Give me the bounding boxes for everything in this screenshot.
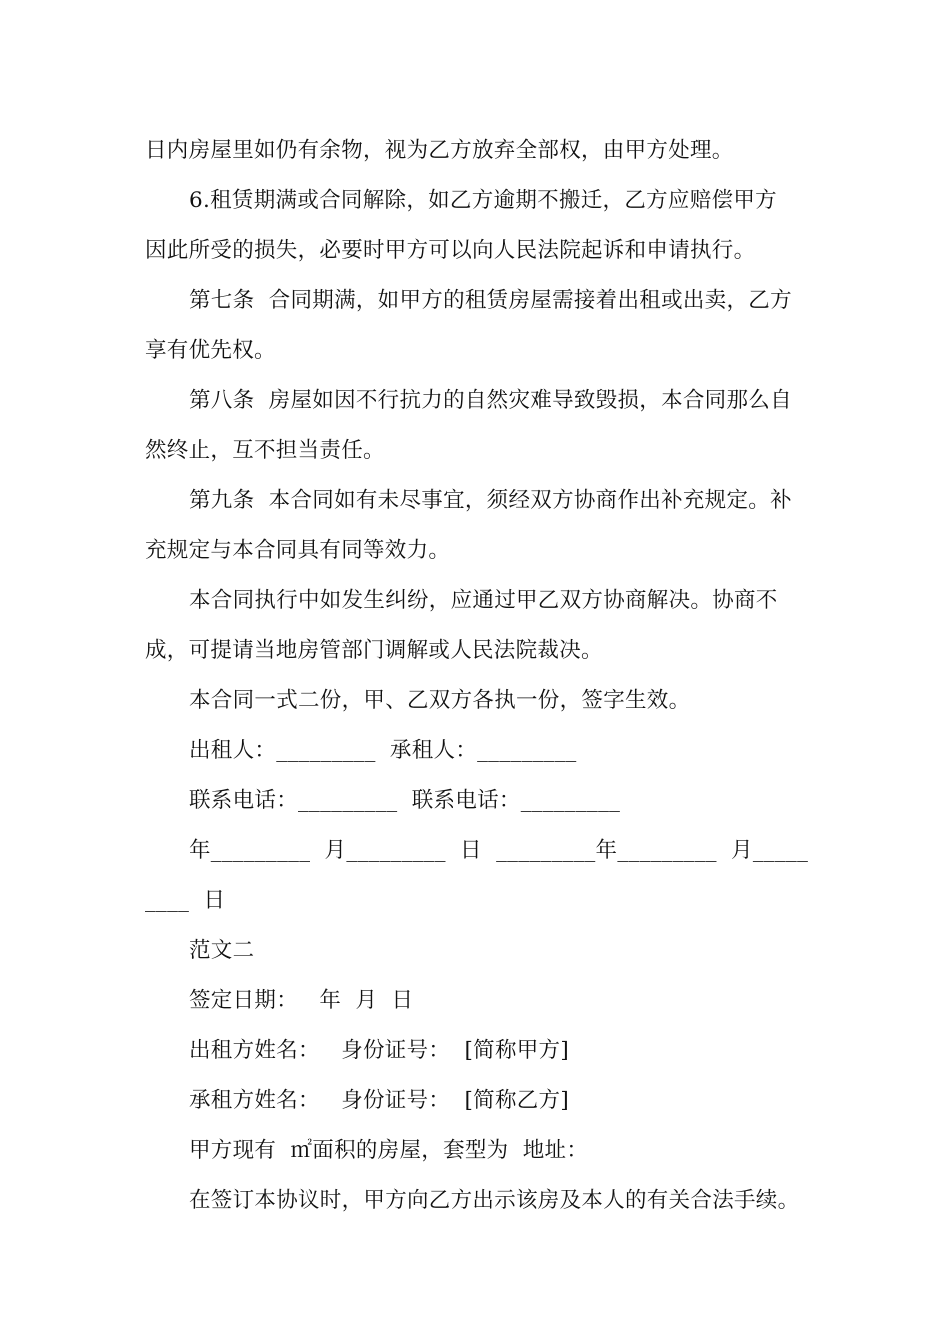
text-line: 承租方姓名： 身份证号： [简称乙方] xyxy=(189,1088,570,1113)
text-line: 成，可提请当地房管部门调解或人民法院裁决。 xyxy=(145,638,603,663)
text-line: 本合同一式二份，甲、乙双方各执一份，签字生效。 xyxy=(189,688,691,713)
text-line: 甲方现有 ㎡面积的房屋，套型为 地址： xyxy=(189,1138,589,1163)
signature-line-dates-cont: ____ 日 xyxy=(145,888,226,913)
text-line: 因此所受的损失，必要时甲方可以向人民法院起诉和申请执行。 xyxy=(145,238,756,263)
text-line: 然终止，互不担当责任。 xyxy=(145,438,385,463)
text-line: 充规定与本合同具有同等效力。 xyxy=(145,538,451,563)
text-line: 第七条 合同期满，如甲方的租赁房屋需接着出租或出卖，乙方 xyxy=(189,288,792,313)
text-line: 签定日期： 年 月 日 xyxy=(189,988,414,1013)
signature-line-parties: 出租人：_________ 承租人：_________ xyxy=(189,738,577,763)
signature-line-dates: 年_________ 月_________ 日 _________年_________ 月_____ xyxy=(189,838,809,863)
text-line: 本合同执行中如发生纠纷，应通过甲乙双方协商解决。协商不 xyxy=(189,588,778,613)
text-line: 日内房屋里如仍有余物，视为乙方放弃全部权，由甲方处理。 xyxy=(145,138,734,163)
text-line: 6.租赁期满或合同解除，如乙方逾期不搬迁，乙方应赔偿甲方 xyxy=(189,188,777,213)
section-title: 范文二 xyxy=(189,938,255,963)
signature-line-phones: 联系电话：_________ 联系电话：_________ xyxy=(189,788,621,813)
text-line: 第九条 本合同如有未尽事宜，须经双方协商作出补充规定。补 xyxy=(189,488,792,513)
text-line: 第八条 房屋如因不行抗力的自然灾难导致毁损，本合同那么自 xyxy=(189,388,792,413)
text-line: 在签订本协议时，甲方向乙方出示该房及本人的有关合法手续。 xyxy=(189,1188,800,1213)
text-line: 出租方姓名： 身份证号： [简称甲方] xyxy=(189,1038,570,1063)
text-line: 享有优先权。 xyxy=(145,338,276,363)
